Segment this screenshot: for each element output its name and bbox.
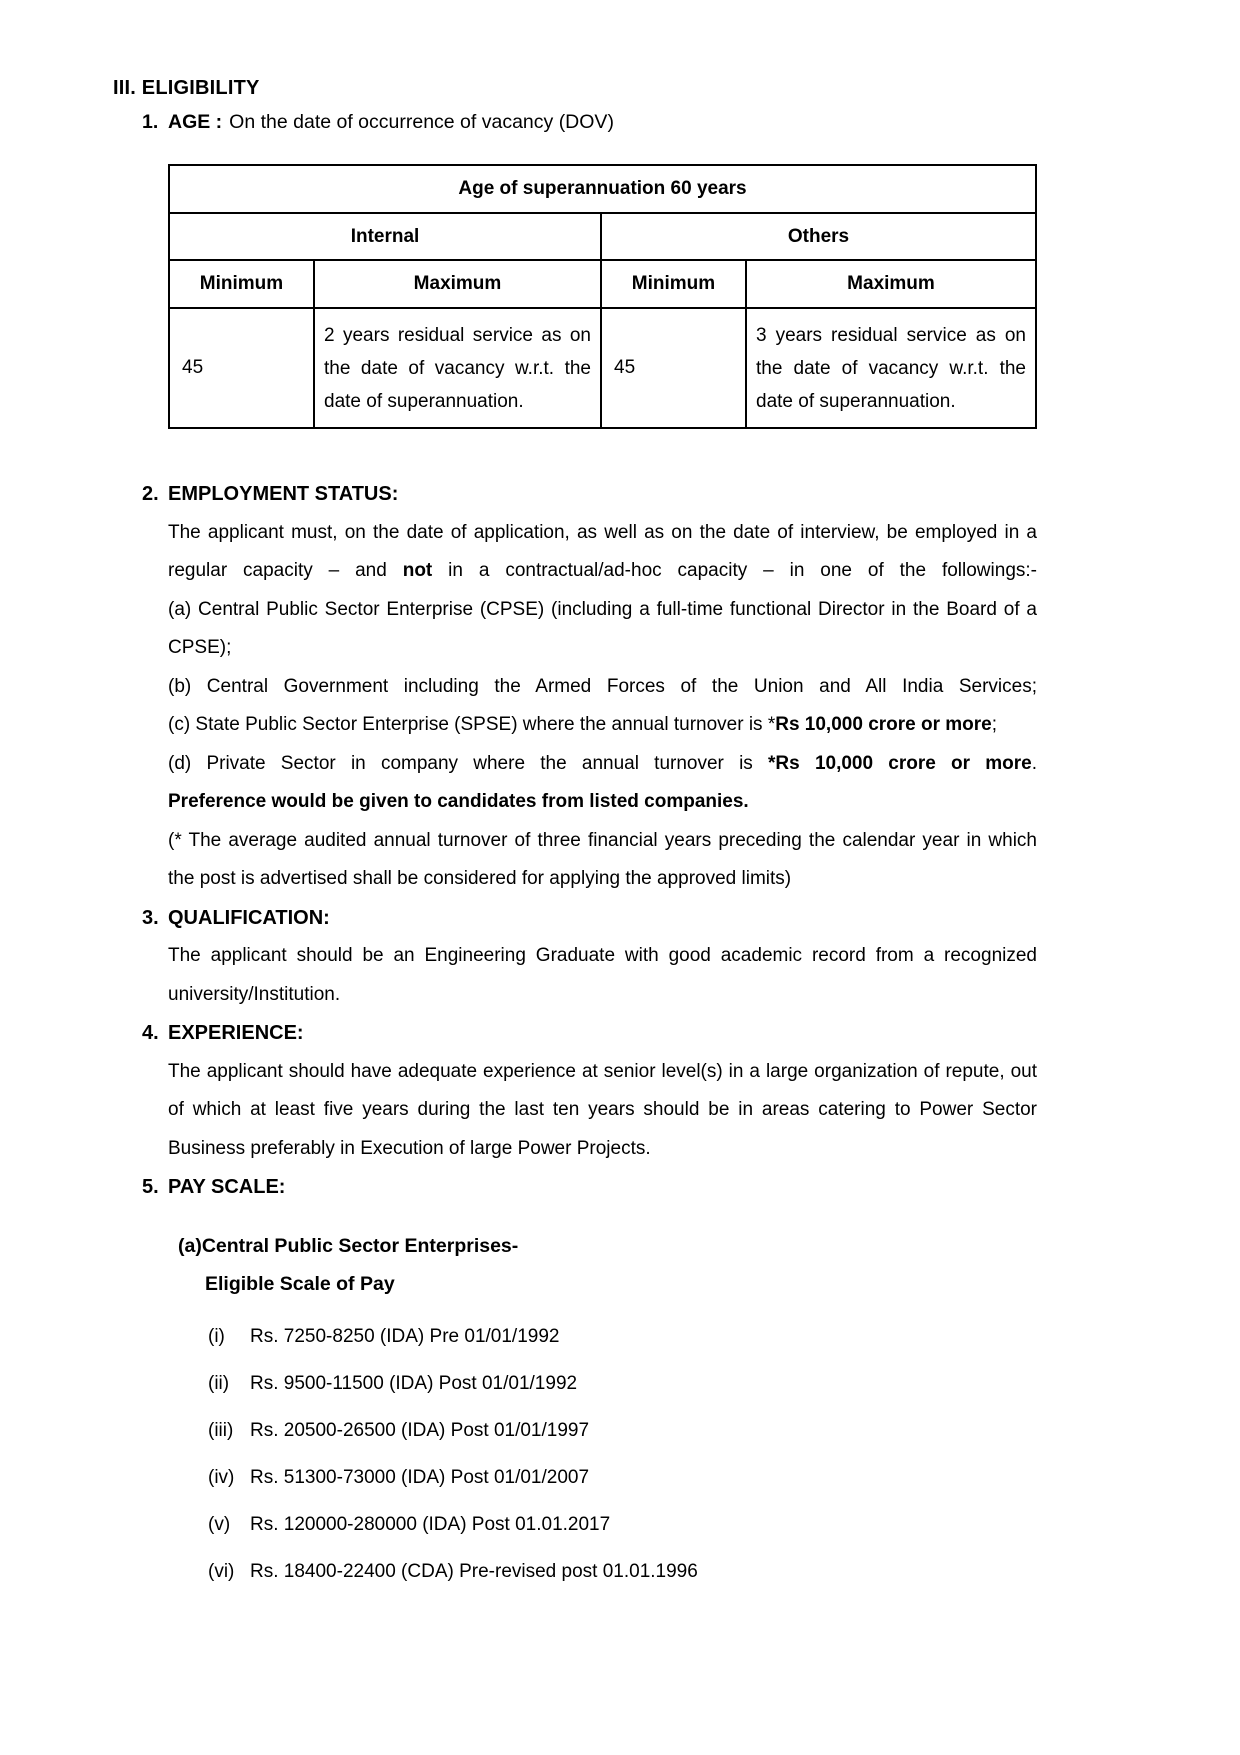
item-d-bold: *Rs 10,000 crore or more xyxy=(768,752,1032,774)
item-text: Rs. 20500-26500 (IDA) Post 01/01/1997 xyxy=(250,1420,590,1441)
employment-body xyxy=(168,514,1037,899)
pay-scale-item xyxy=(208,1314,1240,1361)
employment-item-c xyxy=(168,706,1037,745)
pay-scale-item xyxy=(208,1455,1240,1502)
item-d-tail: . xyxy=(1031,752,1037,774)
pay-scale-heading xyxy=(142,1168,1240,1207)
experience-number: 4. xyxy=(142,1022,159,1044)
qualification-text: The applicant should be an Engineering Graduate with good academic record from a recognized university/Institution. xyxy=(168,945,1037,1005)
employment-preference: Preference would be given to candidates from listed companies. xyxy=(168,791,749,812)
eligibility-heading: III. ELIGIBILITY xyxy=(113,77,260,99)
age-table-group-others: Others xyxy=(601,213,1036,260)
pay-scale-number: 5. xyxy=(142,1176,159,1198)
pay-scale-item xyxy=(208,1502,1240,1549)
item-marker: (ii) xyxy=(208,1373,230,1394)
item-text: Rs. 9500-11500 (IDA) Post 01/01/1992 xyxy=(250,1373,578,1394)
employment-status-heading xyxy=(142,475,1240,514)
qualification-heading xyxy=(142,899,1240,938)
experience-text: The applicant should have adequate experience at senior level(s) in a large organization of repute, out of which at least five years during the last ten years should be in areas catering to Power Sector Business preferably in Execution of large Power Projects. xyxy=(168,1060,1037,1159)
age-table-col-others-max: Maximum xyxy=(746,260,1036,308)
age-text: On the date of occurrence of vacancy (DOV) xyxy=(229,111,614,133)
intro-text: The applicant must, on the date of application, as well as on the date of interview, be employed in a regular capacity – and xyxy=(168,521,1037,581)
pay-scale-label: PAY SCALE: xyxy=(168,1176,286,1198)
pay-scale-item xyxy=(208,1408,1240,1455)
item-c-tail: ; xyxy=(991,714,998,735)
employment-intro xyxy=(168,514,1037,591)
age-table-col-internal-max: Maximum xyxy=(314,260,601,308)
age-table xyxy=(168,164,1037,429)
age-label: AGE : xyxy=(168,111,223,133)
age-table-cell-others-min: 45 xyxy=(601,308,746,428)
item-marker: (iv) xyxy=(208,1467,235,1488)
item-marker: (iii) xyxy=(208,1420,234,1441)
pay-scale-list xyxy=(208,1314,1240,1596)
age-table-title: Age of superannuation 60 years xyxy=(169,165,1036,213)
employment-number: 2. xyxy=(142,483,159,505)
employment-note: (* The average audited annual turnover of three financial years preceding the calendar year in which the post is advertised shall be considered for applying the approved limits) xyxy=(168,829,1037,889)
table-row-groups xyxy=(169,213,1036,260)
item-text: Rs. 120000-280000 (IDA) Post 01.01.2017 xyxy=(250,1514,611,1535)
employment-item-d xyxy=(168,745,1037,784)
pay-scale-item xyxy=(208,1361,1240,1408)
intro-bold-not: not xyxy=(402,560,433,581)
item-marker: (i) xyxy=(208,1326,225,1347)
age-number: 1. xyxy=(142,111,159,133)
age-table-cell-internal-min: 45 xyxy=(169,308,314,428)
intro-text-tail: in a contractual/ad-hoc capacity – in one of the followings:- xyxy=(432,560,1037,581)
item-c-bold: Rs 10,000 crore or more xyxy=(775,714,992,735)
employment-item-b: (b) Central Government including the Armed Forces of the Union and All India Services; xyxy=(168,675,1037,697)
pay-scale-item xyxy=(208,1549,1240,1596)
age-table-group-internal: Internal xyxy=(169,213,601,260)
item-marker: (v) xyxy=(208,1514,231,1535)
item-text: Rs. 18400-22400 (CDA) Pre-revised post 01.01.1996 xyxy=(250,1561,698,1582)
table-row-data xyxy=(169,308,1036,428)
employment-item-a: (a) Central Public Sector Enterprise (CPSE) (including a full-time functional Director in the Board of a CPSE); xyxy=(168,598,1037,658)
employment-label: EMPLOYMENT STATUS: xyxy=(168,483,399,505)
age-table-cell-internal-max: 2 years residual service as on the date of vacancy w.r.t. the date of superannuation. xyxy=(314,308,601,428)
age-table-col-others-min: Minimum xyxy=(601,260,746,308)
qualification-body xyxy=(168,937,1037,1014)
experience-heading xyxy=(142,1014,1240,1053)
item-c-text: (c) State Public Sector Enterprise (SPSE) where the annual turnover is * xyxy=(168,714,776,735)
item-d-text: (d) Private Sector in company where the annual turnover is xyxy=(168,752,769,774)
table-row-columns xyxy=(169,260,1036,308)
age-heading xyxy=(142,110,1240,134)
qualification-number: 3. xyxy=(142,906,159,929)
age-table-cell-others-max: 3 years residual service as on the date of vacancy w.r.t. the date of superannuation. xyxy=(746,308,1036,428)
qualification-label: QUALIFICATION: xyxy=(168,906,330,929)
age-table-col-internal-min: Minimum xyxy=(169,260,314,308)
cpse-subheading: (a)Central Public Sector Enterprises- xyxy=(178,1234,519,1257)
experience-body xyxy=(168,1053,1037,1169)
item-text: Rs. 7250-8250 (IDA) Pre 01/01/1992 xyxy=(250,1326,560,1347)
item-marker: (vi) xyxy=(208,1561,235,1582)
experience-label: EXPERIENCE: xyxy=(168,1022,304,1044)
table-row-title xyxy=(169,165,1036,213)
eligible-scale-heading: Eligible Scale of Pay xyxy=(205,1273,395,1295)
item-text: Rs. 51300-73000 (IDA) Post 01/01/2007 xyxy=(250,1467,590,1488)
